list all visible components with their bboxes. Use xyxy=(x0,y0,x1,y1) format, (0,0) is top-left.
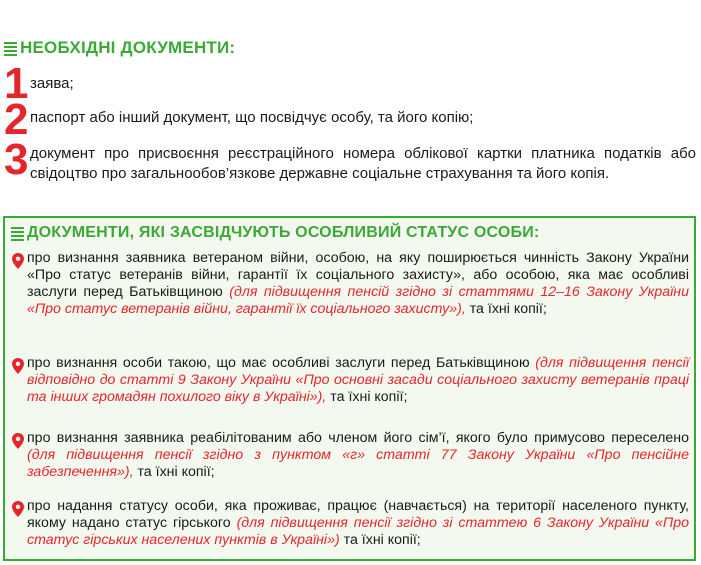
special-status-box xyxy=(3,216,696,561)
top-blank-strip xyxy=(0,0,701,20)
list-item-text: про визнання заявника реабілітованим або членом його сім’ї, якого було примусово переселено (для підвищення пенсії згідно з пунктом «г» статті 77 Закону України «Про пенсійне забезпечення»), та їхні копії; xyxy=(27,430,689,480)
section-heading xyxy=(4,38,235,58)
item-text: паспорт або інший документ, що посвідчує особу, та його копію; xyxy=(30,109,474,126)
numbered-item-2 xyxy=(4,95,474,144)
location-pin-icon xyxy=(11,252,25,270)
documents-icon xyxy=(11,225,24,241)
location-pin-icon xyxy=(11,432,25,450)
section-title: НЕОБХІДНІ ДОКУМЕНТИ: xyxy=(20,38,236,57)
box-heading xyxy=(11,224,539,242)
list-item-text: про надання статусу особи, яка проживає, працює (навчається) на території населеного пункту, якому надано статус гірського (для підвищення пенсії згідно зі статтею 6 Закону України «Про статус гірських населених пунктів в Україні») та їхні копії; xyxy=(27,498,689,548)
location-pin-icon xyxy=(11,500,25,518)
documents-icon xyxy=(4,40,17,56)
list-item-text: про визнання заявника ветераном війни, особою, на яку поширюється чинність Закону України «Про статус ветеранів війни, гарантії їх соціального захисту», або особою, яка має особливі заслуги перед Батьківщиною (для підвищення пенсій згідно зі статтями 12–16 Закону України «Про статус ветеранів війни, гарантії їх соціального захисту»), та їхні копії; xyxy=(27,250,690,317)
list-item xyxy=(11,498,691,549)
box-title: ДОКУМЕНТИ, ЯКІ ЗАСВІДЧУЮТЬ ОСОБЛИВИЙ СТАТУС ОСОБИ: xyxy=(27,224,540,241)
list-item xyxy=(11,355,691,406)
numbered-item-3 xyxy=(4,135,696,184)
item-text: заява; xyxy=(30,75,74,92)
item-number: 2 xyxy=(4,95,29,144)
item-number: 3 xyxy=(4,135,29,184)
list-item-text: про визнання особи такою, що має особливі заслуги перед Батьківщиною (для підвищення пенсії відповідно до статті 9 Закону України «Про основні засади соціального захисту ветеранів праці та інших громадян похилого віку в Україні»), та їхні копії; xyxy=(27,355,689,405)
list-item xyxy=(11,430,691,481)
location-pin-icon xyxy=(11,357,25,375)
item-text: документ про присвоєння реєстраційного номера облікової картки платника податків або свідоцтво про загальнообов’язкове державне соціальне страхування та його копія. xyxy=(30,145,696,182)
list-item xyxy=(11,250,691,318)
item-number: 1 xyxy=(4,59,29,108)
